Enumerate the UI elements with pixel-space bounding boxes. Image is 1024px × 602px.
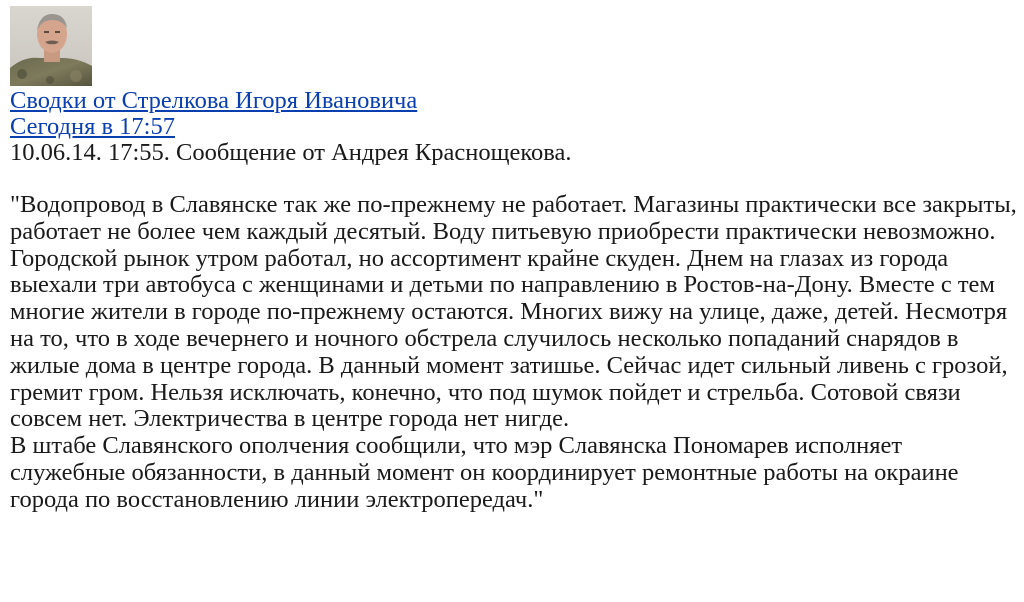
author-avatar[interactable] [10,6,92,86]
post-time-link[interactable]: Сегодня в 17:57 [10,113,175,140]
post-paragraph: В штабе Славянского ополчения сообщили, что мэр Славянска Пономарев исполняет служебные обязанности, в данный момент он координирует ремонтные работы на окраине города по восстановлению линии электропередач." [10,432,959,513]
post-paragraph: "Водопровод в Славянске так же по-прежнему не работает. Магазины практически все закрыты, работает не более чем каждый десятый. Воду питьевую приобрести практически невозможно. Городской рынок утром работал, но ассортимент крайне скуден. Днем на глазах из города выехали три автобуса с женщинами и детьми по направлению в Ростов-на-Дону. Вместе с тем многие жители в городе по-прежнему остаются. Многих вижу на улице, даже, детей. Несмотря на то, что в ходе вечернего и ночного обстрела случилось несколько попаданий снарядов в жилые дома в центре города. В данный момент затишье. Сейчас идет сильный ливень с грозой, гремит гром. Нельзя исключать, конечно, что под шумок пойдет и стрельба. Сотовой связи совсем нет. Электричества в центре города нет нигде. [10,191,1017,433]
post-headline: 10.06.14. 17:55. Сообщение от Андрея Краснощекова. [10,139,572,166]
author-link[interactable]: Сводки от Стрелкова Игоря Ивановича [10,87,418,114]
post-body [10,192,1020,514]
author-photo [10,6,92,86]
post [10,6,1020,514]
